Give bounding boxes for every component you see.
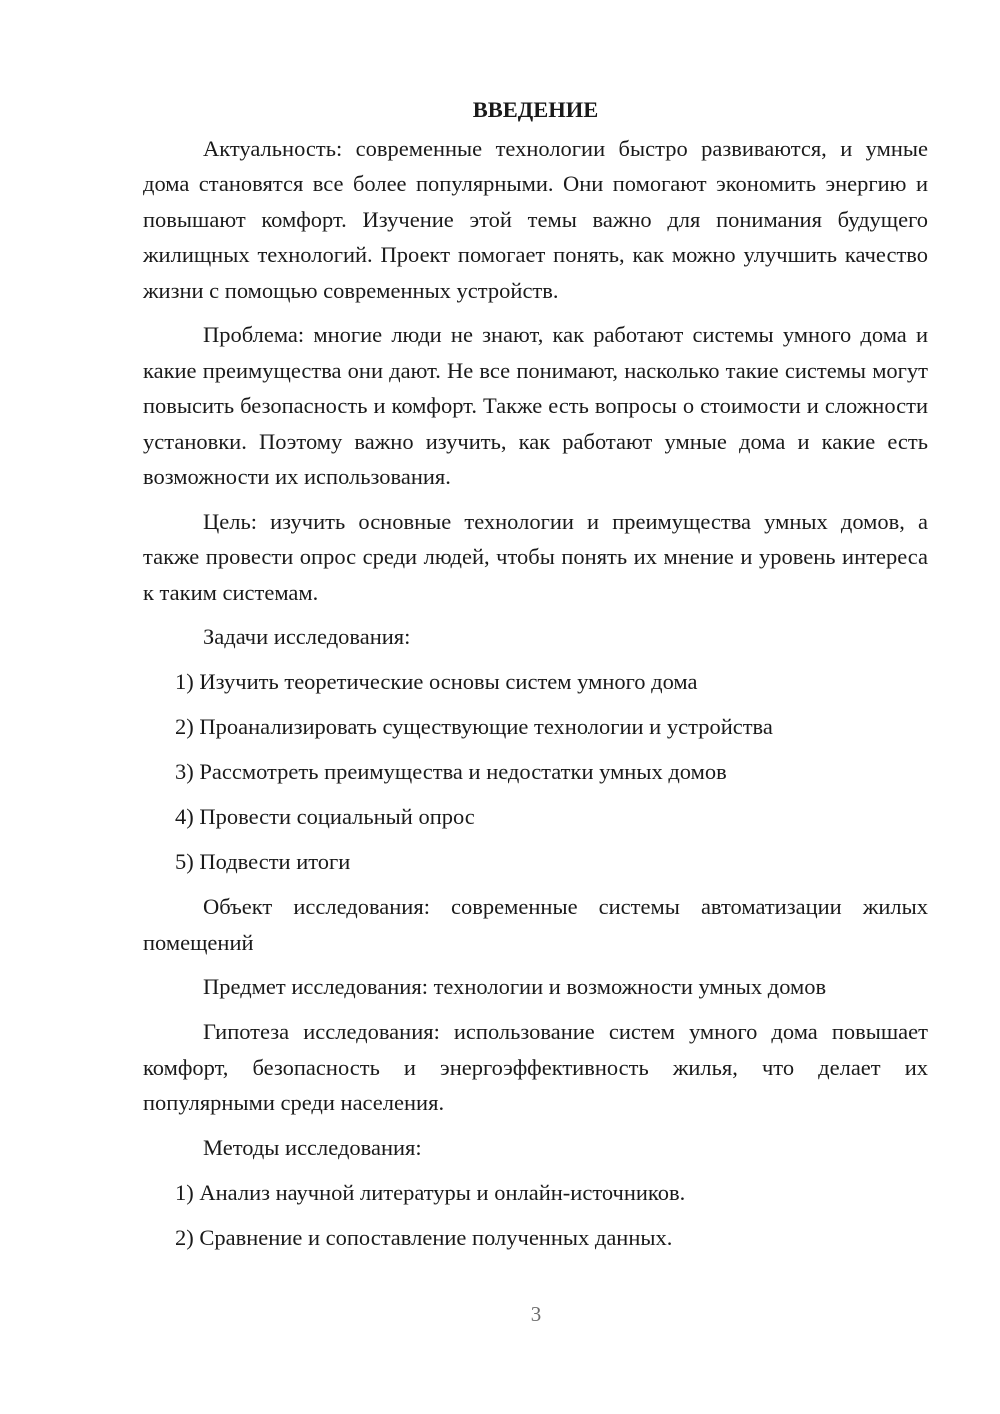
task-item: 4) Провести социальный опрос	[175, 804, 475, 829]
problem-paragraph: Проблема: многие люди не знают, как работают системы умного дома и какие преимущества они дают. Не все понимают, насколько такие системы могут повысить безопасность и комфорт. Также есть вопросы о стоимости и сложности установки. Поэтому важно изучить, как работают умные дома и какие есть возможности их использования.	[143, 322, 928, 489]
task-item: 5) Подвести итоги	[175, 849, 351, 874]
hypothesis-paragraph: Гипотеза исследования: использование систем умного дома повышает комфорт, безопасность и энергоэффективность жилья, что делает их популярными среди населения.	[143, 1019, 928, 1115]
methods-heading: Методы исследования:	[203, 1134, 422, 1160]
object-paragraph: Объект исследования: современные системы автоматизации жилых помещений	[143, 894, 928, 955]
tasks-heading: Задачи исследования:	[203, 624, 411, 649]
task-item: 3) Рассмотреть преимущества и недостатки умных домов	[175, 759, 727, 784]
section-title: ВВЕДЕНИЕ	[472, 97, 599, 122]
task-item: 1) Изучить теоретические основы систем умного дома	[175, 669, 698, 694]
page-number: 3	[530, 1302, 542, 1326]
method-item: 1) Анализ научной литературы и онлайн-источников.	[175, 1179, 686, 1205]
relevance-paragraph: Актуальность: современные технологии быстро развиваются, и умные дома становятся все более популярными. Они помогают экономить энергию и повышают комфорт. Изучение этой темы важно для понимания будущего жилищных технологий. Проект помогает понять, как можно улучшить качество жизни с помощью современных устройств.	[143, 135, 928, 303]
task-item: 2) Проанализировать существующие технологии и устройства	[175, 714, 773, 739]
goal-paragraph: Цель: изучить основные технологии и преимущества умных домов, а также провести опрос среди людей, чтобы понять их мнение и уровень интереса к таким системам.	[143, 508, 928, 605]
page-content	[143, 92, 928, 1265]
subject-paragraph: Предмет исследования: технологии и возможности умных домов	[203, 974, 827, 999]
method-item: 2) Сравнение и сопоставление полученных данных.	[175, 1224, 673, 1250]
